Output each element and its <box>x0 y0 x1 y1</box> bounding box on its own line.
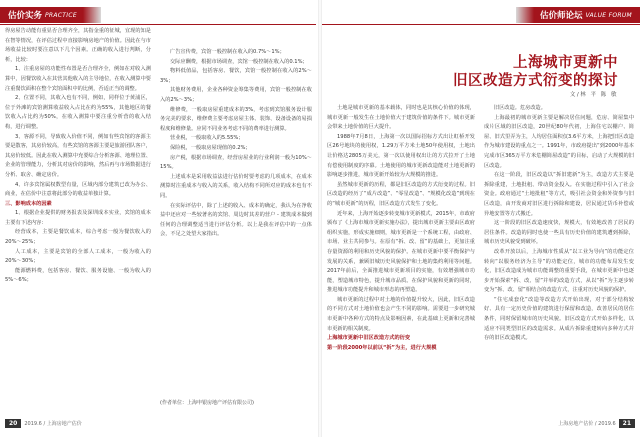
body-paragraph: 经营成本，主要是餐饮成本，综合考虑一般为餐饮收入的20%～25%； <box>5 229 151 246</box>
body-paragraph: 房产税，根据市场调查，经营房屋业的行业利润一般为10%～15%。 <box>160 154 312 171</box>
left-header-rule <box>0 24 316 25</box>
body-paragraph: 保险税，一般取房屋现值的0.2%； <box>170 144 251 151</box>
left-page-number: 20 <box>5 419 21 428</box>
right-header-gradient-bar <box>516 7 534 23</box>
body-paragraph: 1、根据企业提供的财务报表及深圳成本实业，宾馆的成本主要有下述内容： <box>5 210 151 226</box>
body-paragraph: 人工成本，主要是宾馆的全部人工成本，一般为收入的20%～30%； <box>5 248 151 265</box>
body-paragraph: 1988年7月8日，上海第一次以国际招标方式出让虹桥开发区26号地块的使用权，1.29万平方米土地50年使用权，土地出让价格达2805万美元，第一次以使用权出让的方式拉开了土地有偿使用制度的序幕。土地使用的城市更新改造能对土地更新的影响逐步推进，城市更新开始较为大规模的推进。 <box>327 133 475 179</box>
author-affiliation: (作者单位：上海申银房地产评估有限公司) <box>160 400 254 406</box>
left-section-title: 估价实务 <box>8 11 43 21</box>
left-page-footer <box>5 419 82 428</box>
body-paragraph: 得房屋告动能有重显否合理齐全，其指金重的征城，宜现的知是在智等情况，在评估过程中直接影响房地产的价值。因此在与市场收益比较时要注意以下几个因素。正确的收入进行判断，分析，比较： <box>5 28 151 63</box>
body-paragraph: 旧区改造。危房改造。 <box>494 105 546 111</box>
left-header-gradient-bar <box>83 7 101 23</box>
left-page-column-2 <box>160 48 312 240</box>
right-section-title-en: VALUE FORUM <box>585 11 632 19</box>
body-paragraph: 1、注重房屋的功能性布置是否合理齐全，例如在对收入测算中，因餐饮收入在其营其他收入的主导地位，在收入测算中要注重餐饮面积在整个宾馆面积中的比例，否适正当的调整。 <box>5 66 151 92</box>
body-paragraph: 这一阶段的旧区改造速度快，规模大，有效地改善了居民的居住条件。改造的同时也使一些具有历史价值的建筑遭到拆除，城市历史风貌受到破坏。 <box>484 220 634 246</box>
left-section-title-en: PRACTICE <box>45 11 77 19</box>
article-title-line-1: 上海城市更新中 <box>513 55 618 71</box>
right-section-header <box>516 7 640 23</box>
section-heading: 上海城市更新中旧区改造方式的衍变 <box>327 335 411 342</box>
body-paragraph: 物料低值品，包括客房、餐饮，宾馆一般控制在收入的2%～3%； <box>160 68 312 84</box>
right-header-rule <box>322 24 640 25</box>
body-paragraph: 广告宣传费，宾馆一般控制在收入的0.7%～1%； <box>170 49 285 55</box>
right-magazine-name: 上海房地产估价 / 2019.6 <box>558 421 616 427</box>
right-section-title: 估价师论坛 <box>540 11 583 21</box>
body-paragraph: 在实际评估中，除了上述的收入、成本的确定，我认为在净收益中还应对一些较著名的宾馆、周边时其差的营户 - 建筑成本做到任何的合理调整适当进行评估分析。以上是我在评估中的一点体会，不足之处望大家指出。 <box>160 202 312 238</box>
body-paragraph: 2、位置不同，其收入也有不同，例如，同样位于黄浦区，位于外滩的宾馆测算收益收入占比在约为55%，其他地区的餐饮收入占比约为50%，在收入测算中要注重分析营的收入结构，进行调整。 <box>5 95 151 130</box>
body-paragraph: 上述成本是采用收益法进行估价时要考虑的几项成本，在成本测算时注重成本与收入的关系，收入结构不同所对应的成本也有不同。 <box>160 173 312 199</box>
article-byline: 文/林 平 陈 敏 <box>569 92 618 98</box>
body-paragraph: 改革开放以后，上海城市性质从“以工业为导向”的功能定位转向“以服务经济为主导”的功能定位，城市的功能布局发生变化，旧区改造成为城市功能调整的重要手段，在城市更新中也逐步开始探索“拆、改、留”并举的改造方式，从以“拆”为主逐步转变为“拆、改、留”相结合的改造方式，注重对历史风貌的保护。 <box>484 248 634 294</box>
right-section-tab <box>534 7 640 23</box>
body-paragraph: 土地是城市更新的基本载体，同时也是其核心价值的体现，城市更新一般发生在土地价值大于建筑价值的条件下。城市更新会带来土地价值的巨大提升。 <box>327 105 475 131</box>
body-paragraph: 维修费，一般取房屋重建成本的3%，考虑到宾馆服务设计服务完美的要求，维修费主要考虑房屋主体、装饰、设备设备的易损程度和维修量。应同不同业务考虑不同的费率进行测算。 <box>160 106 312 132</box>
left-magazine-name: 2019.6 / 上海房地产估价 <box>24 421 82 427</box>
body-paragraph: 交际应酬费，根据市场调查，宾馆一般控制在收入的0.1%； <box>170 58 308 65</box>
right-page-column-2 <box>484 104 634 344</box>
body-paragraph: 3、客源不同，导致收入价值不同，例如有些宾馆的客源主要是散客，其房价较高，有些宾馆的客源主要是旅游团队客户，其房价较低。因此在收入测算中充要综合分析客源、地理位置、企业的管理能力，分析其对房价的影响，然后再与市场数据进行分析、取舍、确定房价。 <box>5 133 151 178</box>
left-section-tab <box>0 7 83 23</box>
right-page-number: 21 <box>619 419 635 428</box>
left-page-column-1 <box>5 27 151 286</box>
section-heading: 第一阶段2000年以前以“拆”为主，进行大规模 <box>327 344 437 351</box>
right-page-column-1 <box>327 104 475 353</box>
right-page-footer <box>558 419 635 428</box>
body-paragraph: 上海最初的城市更新主要是解决居住问题，危房、简屋集中成片区域的旧区改造，20世纪80年代初，上海住宅以棚户、简屋、旧式里弄为主，人均居住面积仅3.6平方米，上海把旧区改造作为城市建设的重点之一。1991年，市政府提出“到2000年基本完成市区365万平方米危棚简屋改造”的目标，启动了大规模的旧区改造。 <box>484 114 634 169</box>
body-paragraph: 虽然城市更新的历程，都是旧区改造的方式衍变的过程。旧区改造的经历了“成片改造”、“零星改造”、“规模化改造”到现在的“城市更新”的历程，旧区改造方式发生了变化。 <box>327 181 475 207</box>
left-section-header <box>0 7 101 23</box>
article-title-line-2: 旧区改造方式衍变的探讨 <box>453 73 618 89</box>
body-paragraph: 城市更新的过程中对土地的价值提升较大，因此，旧区改造的不同方式对土地价值也会产生不同的影响。需要进一步研究城市更新中各种方式的特点及影响因素，在此基础上更新和完善城市更新的相关制度。 <box>327 296 475 332</box>
body-paragraph: 能源燃料费，包括客房、餐饮、服务设施、一般为收入的5%～6%； <box>5 267 151 284</box>
body-paragraph: “住宅成套化”改造等改造方式开始出现，对于部分结构较好、具有一定历史价值的建筑进行保留和改造，改善居民的居住条件，同时保留城市的历史风貌。旧区改造方式开始多样化，以适应不同类型旧区的改造需求。从成片拆除重建转向多种方式并存的旧区改造模式。 <box>484 296 634 342</box>
body-paragraph: 近年来，上海开始逐步转变城市更新模式，2015年，市政府颁布了《上海市城市更新实施办法》，提出城市更新主要由区政府组织实施，形成实施细则，城市更新是一个系统工程，由政府、市场、业主共同参与。在原有“拆、改、留”的基础上，更加注重存量资源的利用和历史风貌的保护。在城市更新中要平衡保护与发展的关系，兼顾旧城历史风貌保护和土地的集约利用等问题。2017年前后，全面推进城市更新项目的实施，有效增强城市功能，塑造城市特色，提升城市品质。在保护风貌和更新的同时，推进城市功能提升和城市形态的再塑造。 <box>327 210 475 294</box>
page-gutter <box>318 0 322 437</box>
section-heading: 三、影响成本的因素 <box>5 200 52 207</box>
body-paragraph: 在这一阶段，旧区改造以“拆旧建新”为主，改造方式主要是拆除重建，土地批租、带动资金投入。在实施过程中引入了社会资金。政府通过“土地批租”等方式，吸引社会资金和外资参与旧区改造，由开发商对旧区进行拆除和建设，居民通过货币补偿或异地安置等方式搬迁。 <box>484 172 634 217</box>
body-paragraph: 营业税，一般取收入的5.55%； <box>170 135 244 142</box>
body-paragraph: 其他财务费用，企业各种资金筹集等费用，宾馆一般控制在收入的2%～3%； <box>160 87 312 103</box>
body-paragraph: 4、许多宾馆属权数型有量，区域内部分建筑已改为办公、商业，在估价中注意将此部分的收益单独计算。 <box>5 181 151 198</box>
